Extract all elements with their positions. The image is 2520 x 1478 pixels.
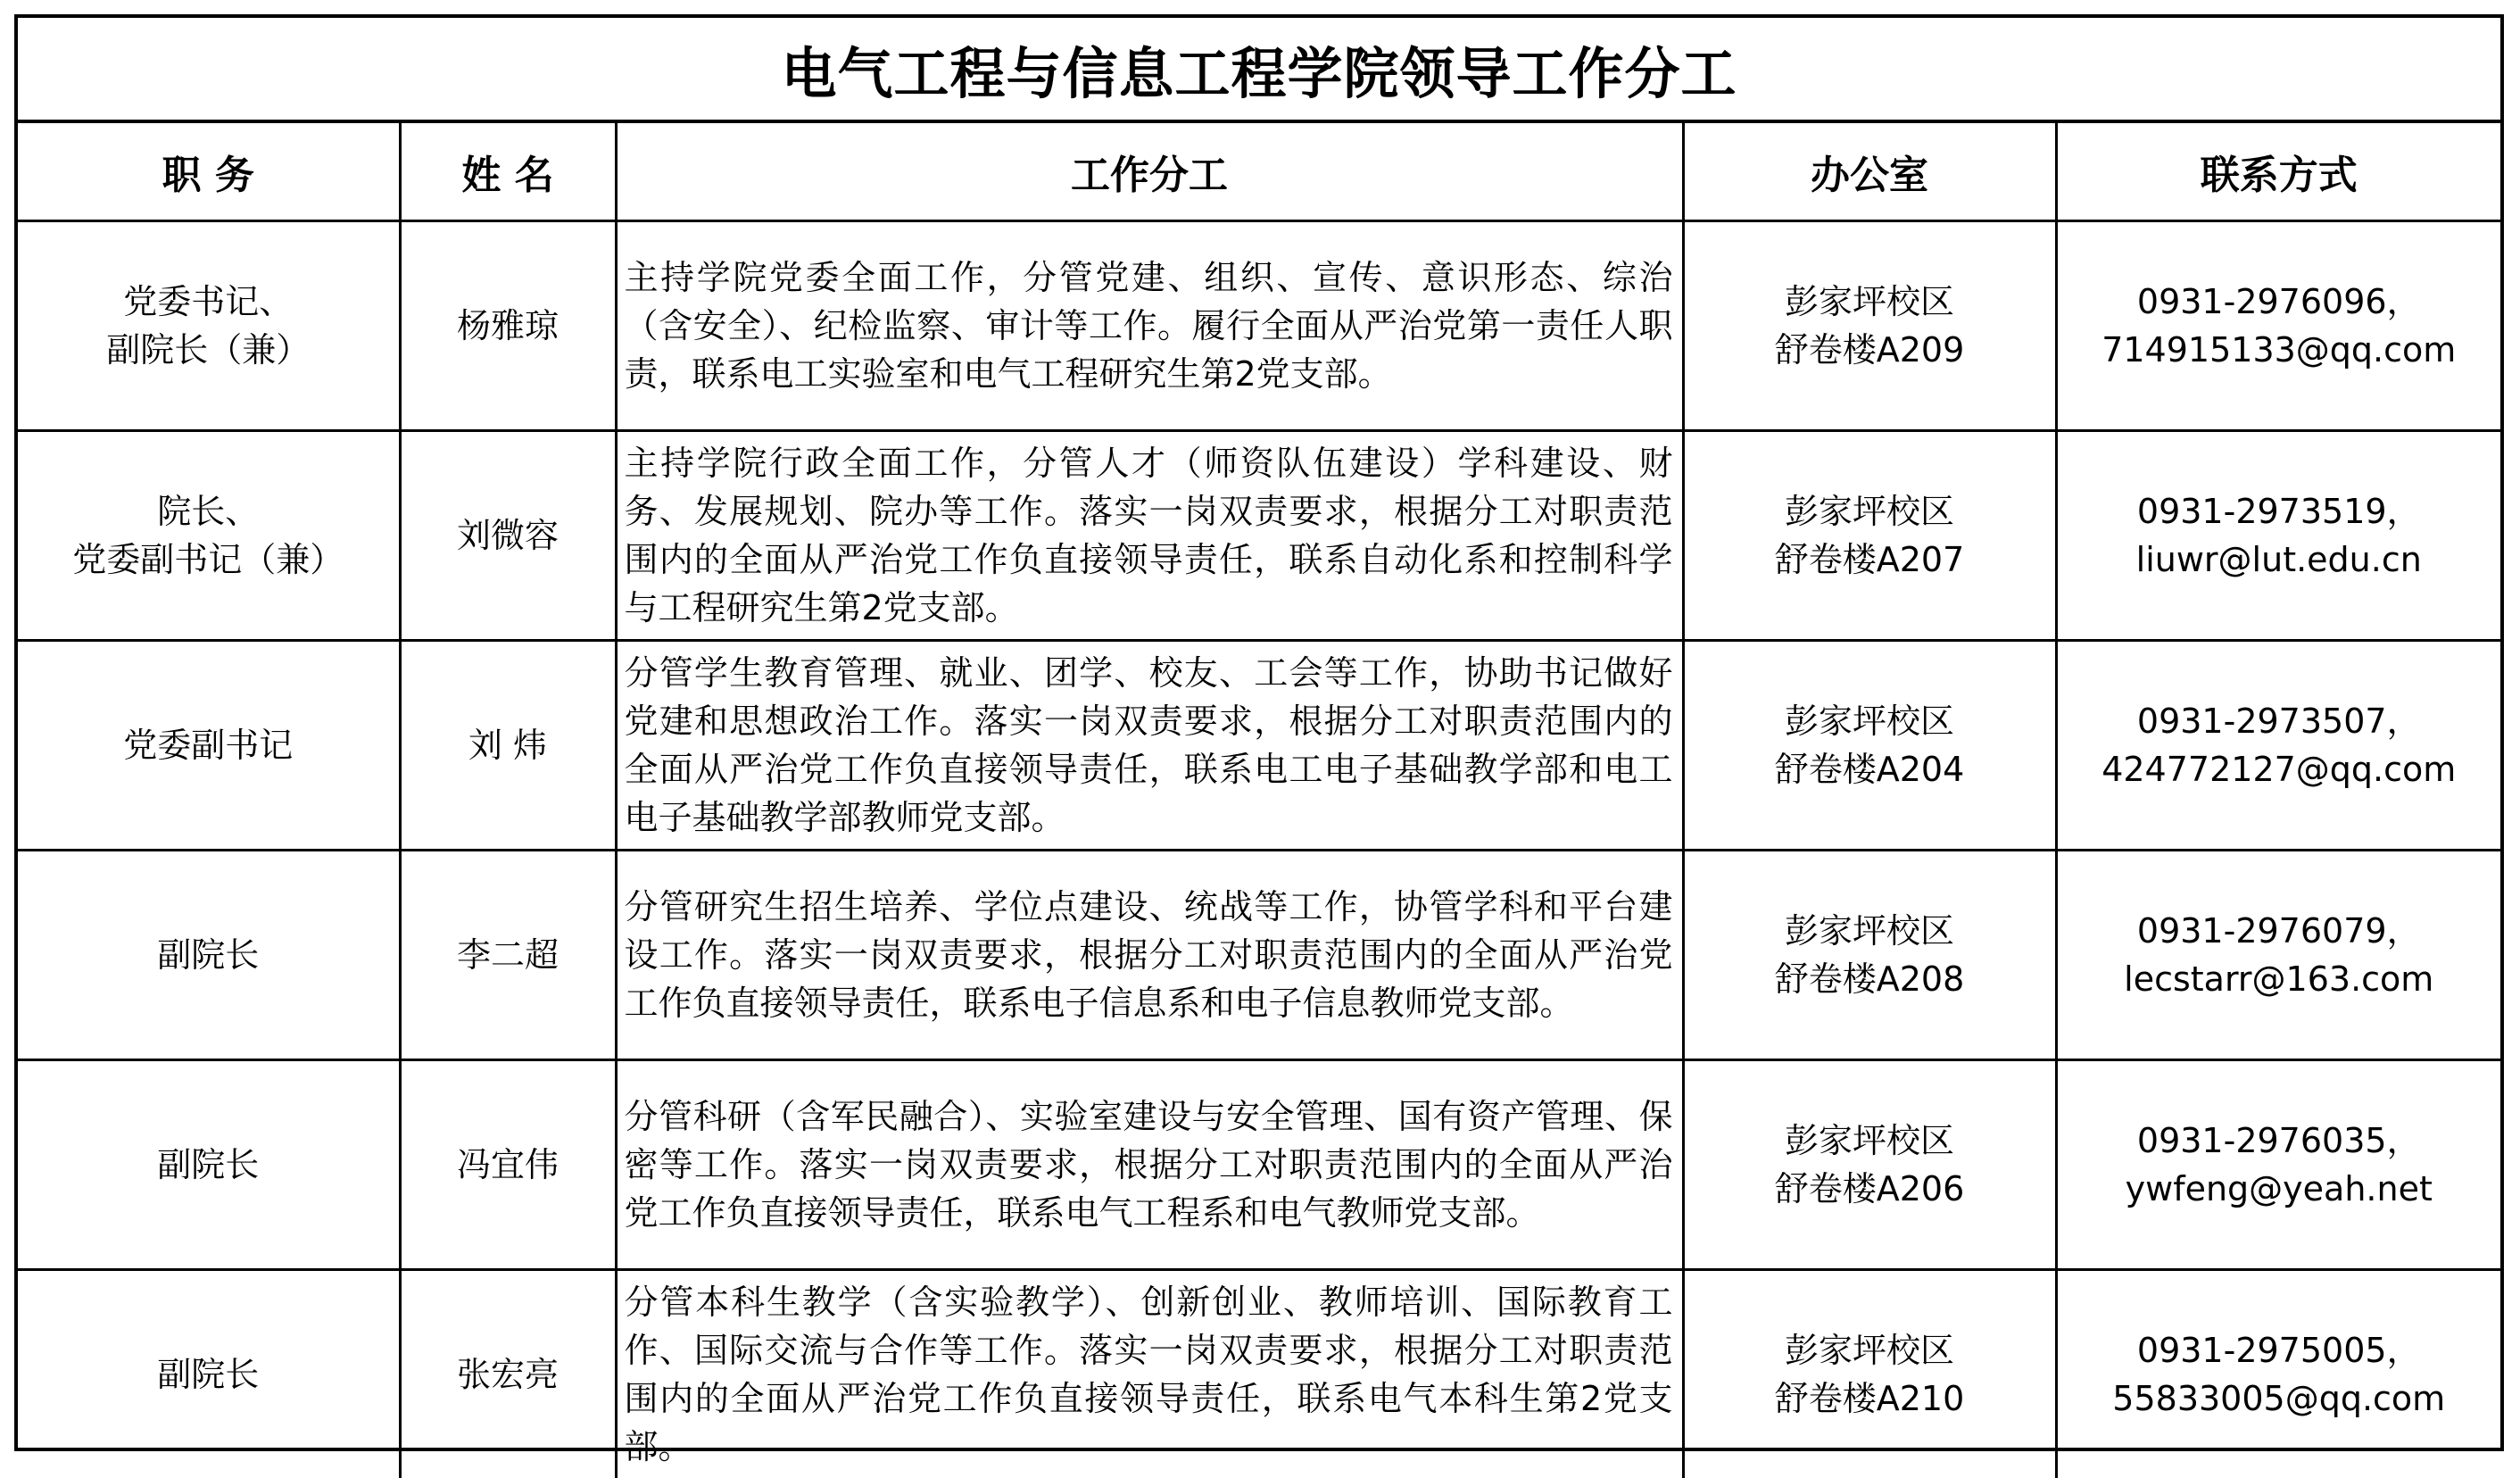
contact-cell	[2056, 1270, 2500, 1478]
contact-phone: 0931-2973519，	[2059, 487, 2500, 536]
position-cell	[18, 431, 400, 641]
office-room: 舒卷楼A210	[1686, 1374, 2054, 1423]
contact-phone: 0931-2973507，	[2059, 697, 2500, 745]
office-campus: 彭家坪校区	[1686, 697, 2054, 745]
office-room: 舒卷楼A209	[1686, 326, 2054, 374]
position-cell	[18, 851, 400, 1060]
office-campus: 彭家坪校区	[1686, 278, 2054, 326]
page-title: 电气工程与信息工程学院领导工作分工	[18, 18, 2500, 123]
name-cell: 杨雅琼	[400, 221, 616, 431]
duties-cell: 分管本科生教学（含实验教学）、创新创业、教师培训、国际教育工作、国际交流与合作等工作。落实一岗双责要求，根据分工对职责范围内的全面从严治党工作负直接领导责任，联系电气本科生第2党支部。	[616, 1270, 1683, 1478]
contact-cell	[2056, 641, 2500, 851]
office-campus: 彭家坪校区	[1686, 1117, 2054, 1165]
header-position: 职 务	[18, 123, 400, 221]
duties-cell: 分管科研（含军民融合）、实验室建设与安全管理、国有资产管理、保密等工作。落实一岗双责要求，根据分工对职责范围内的全面从严治党工作负直接领导责任，联系电气工程系和电气教师党支部。	[616, 1060, 1683, 1270]
position-cell	[18, 641, 400, 851]
contact-phone: 0931-2975005，	[2059, 1326, 2500, 1374]
name-cell: 刘微容	[400, 431, 616, 641]
position-line: 副院长	[19, 1350, 398, 1399]
duties-cell: 分管研究生招生培养、学位点建设、统战等工作，协管学科和平台建设工作。落实一岗双责要求，根据分工对职责范围内的全面从严治党工作负直接领导责任，联系电子信息系和电子信息教师党支部。	[616, 851, 1683, 1060]
leadership-duty-sheet	[14, 14, 2504, 1451]
table-row	[18, 221, 2500, 431]
position-line: 副院长	[19, 931, 398, 979]
duties-cell: 主持学院党委全面工作，分管党建、组织、宣传、意识形态、综治（含安全）、纪检监察、审计等工作。履行全面从严治党第一责任人职责，联系电工实验室和电气工程研究生第2党支部。	[616, 221, 1683, 431]
header-name: 姓 名	[400, 123, 616, 221]
office-cell	[1683, 431, 2056, 641]
office-campus: 彭家坪校区	[1686, 1326, 2054, 1374]
table-row	[18, 641, 2500, 851]
contact-phone: 0931-2976079，	[2059, 907, 2500, 955]
table-row	[18, 1270, 2500, 1478]
table-row	[18, 1060, 2500, 1270]
position-line: 党委书记、	[19, 278, 398, 326]
office-campus: 彭家坪校区	[1686, 907, 2054, 955]
contact-cell	[2056, 1060, 2500, 1270]
contact-phone: 0931-2976096，	[2059, 278, 2500, 326]
contact-email: liuwr@lut.edu.cn	[2059, 536, 2500, 584]
duty-table	[18, 123, 2500, 1478]
office-cell	[1683, 851, 2056, 1060]
contact-email: 424772127@qq.com	[2059, 745, 2500, 793]
name-cell: 李二超	[400, 851, 616, 1060]
name-cell: 冯宜伟	[400, 1060, 616, 1270]
table-row	[18, 851, 2500, 1060]
office-room: 舒卷楼A208	[1686, 955, 2054, 1003]
table-row	[18, 431, 2500, 641]
office-room: 舒卷楼A206	[1686, 1165, 2054, 1213]
header-office: 办公室	[1683, 123, 2056, 221]
contact-email: 55833005@qq.com	[2059, 1374, 2500, 1423]
position-line: 党委副书记（兼）	[19, 536, 398, 584]
name-cell: 张宏亮	[400, 1270, 616, 1478]
office-cell	[1683, 1060, 2056, 1270]
office-cell	[1683, 641, 2056, 851]
contact-email: 714915133@qq.com	[2059, 326, 2500, 374]
office-cell	[1683, 221, 2056, 431]
position-line: 院长、	[19, 487, 398, 536]
header-row	[18, 123, 2500, 221]
contact-cell	[2056, 851, 2500, 1060]
office-room: 舒卷楼A207	[1686, 536, 2054, 584]
position-line: 党委副书记	[19, 721, 398, 769]
contact-cell	[2056, 221, 2500, 431]
header-duties: 工作分工	[616, 123, 1683, 221]
contact-email: lecstarr@163.com	[2059, 955, 2500, 1003]
office-room: 舒卷楼A204	[1686, 745, 2054, 793]
contact-cell	[2056, 431, 2500, 641]
duties-cell: 主持学院行政全面工作，分管人才（师资队伍建设）学科建设、财务、发展规划、院办等工作。落实一岗双责要求，根据分工对职责范围内的全面从严治党工作负直接领导责任，联系自动化系和控制科学与工程研究生第2党支部。	[616, 431, 1683, 641]
duties-cell: 分管学生教育管理、就业、团学、校友、工会等工作，协助书记做好党建和思想政治工作。落实一岗双责要求，根据分工对职责范围内的全面从严治党工作负直接领导责任，联系电工电子基础教学部和电工电子基础教学部教师党支部。	[616, 641, 1683, 851]
header-contact: 联系方式	[2056, 123, 2500, 221]
office-campus: 彭家坪校区	[1686, 487, 2054, 536]
position-line: 副院长（兼）	[19, 326, 398, 374]
position-cell	[18, 1060, 400, 1270]
contact-phone: 0931-2976035，	[2059, 1117, 2500, 1165]
position-cell	[18, 1270, 400, 1478]
contact-email: ywfeng@yeah.net	[2059, 1165, 2500, 1213]
name-cell: 刘 炜	[400, 641, 616, 851]
position-line: 副院长	[19, 1141, 398, 1189]
position-cell	[18, 221, 400, 431]
office-cell	[1683, 1270, 2056, 1478]
